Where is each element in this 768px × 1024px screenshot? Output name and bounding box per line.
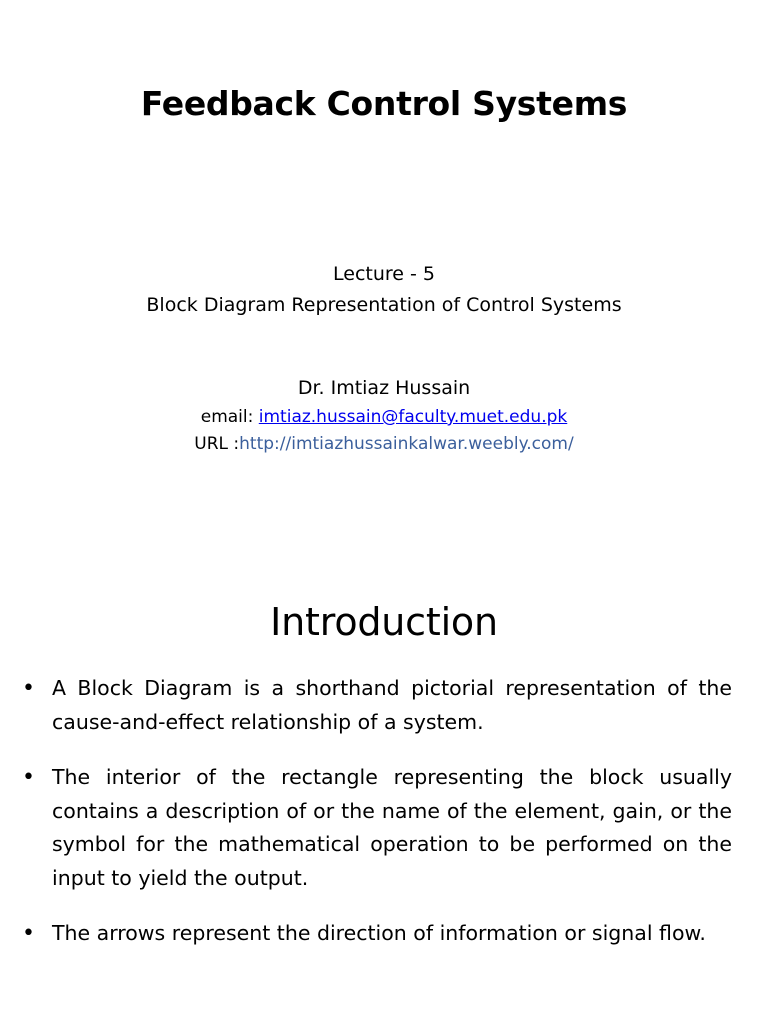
bullet-text: The arrows represent the direction of information or signal flow. bbox=[52, 921, 706, 945]
author-info bbox=[0, 373, 768, 458]
lecture-number: Lecture - 5 bbox=[333, 263, 435, 285]
url-label: URL : bbox=[194, 434, 240, 454]
slide-title: Introduction bbox=[270, 600, 498, 644]
bullet-icon: • bbox=[22, 676, 35, 701]
list-item bbox=[22, 917, 732, 951]
bullet-icon: • bbox=[22, 765, 35, 790]
email-link[interactable]: imtiaz.hussain@faculty.muet.edu.pk bbox=[258, 407, 568, 427]
bullet-list bbox=[22, 672, 732, 973]
email-line bbox=[0, 404, 768, 431]
list-item bbox=[22, 761, 732, 895]
lecture-topic: Block Diagram Representation of Control Systems bbox=[146, 294, 622, 316]
bullet-text: A Block Diagram is a shorthand pictorial representation of the cause-and-effect relationship of a system. bbox=[52, 676, 732, 734]
lecture-info bbox=[0, 259, 768, 321]
author-name: Dr. Imtiaz Hussain bbox=[297, 377, 471, 399]
introduction-slide bbox=[0, 512, 768, 1024]
url-link[interactable]: http://imtiazhussainkalwar.weebly.com/ bbox=[239, 434, 574, 454]
list-item bbox=[22, 672, 732, 739]
url-line bbox=[0, 431, 768, 458]
slide-title: Feedback Control Systems bbox=[140, 84, 628, 123]
email-label: email: bbox=[200, 407, 259, 427]
bullet-text: The interior of the rectangle representing the block usually contains a description of or the name of the element, gain, or the symbol for the mathematical operation to be performed on the input to yield the output. bbox=[52, 765, 732, 890]
bullet-icon: • bbox=[22, 921, 35, 946]
